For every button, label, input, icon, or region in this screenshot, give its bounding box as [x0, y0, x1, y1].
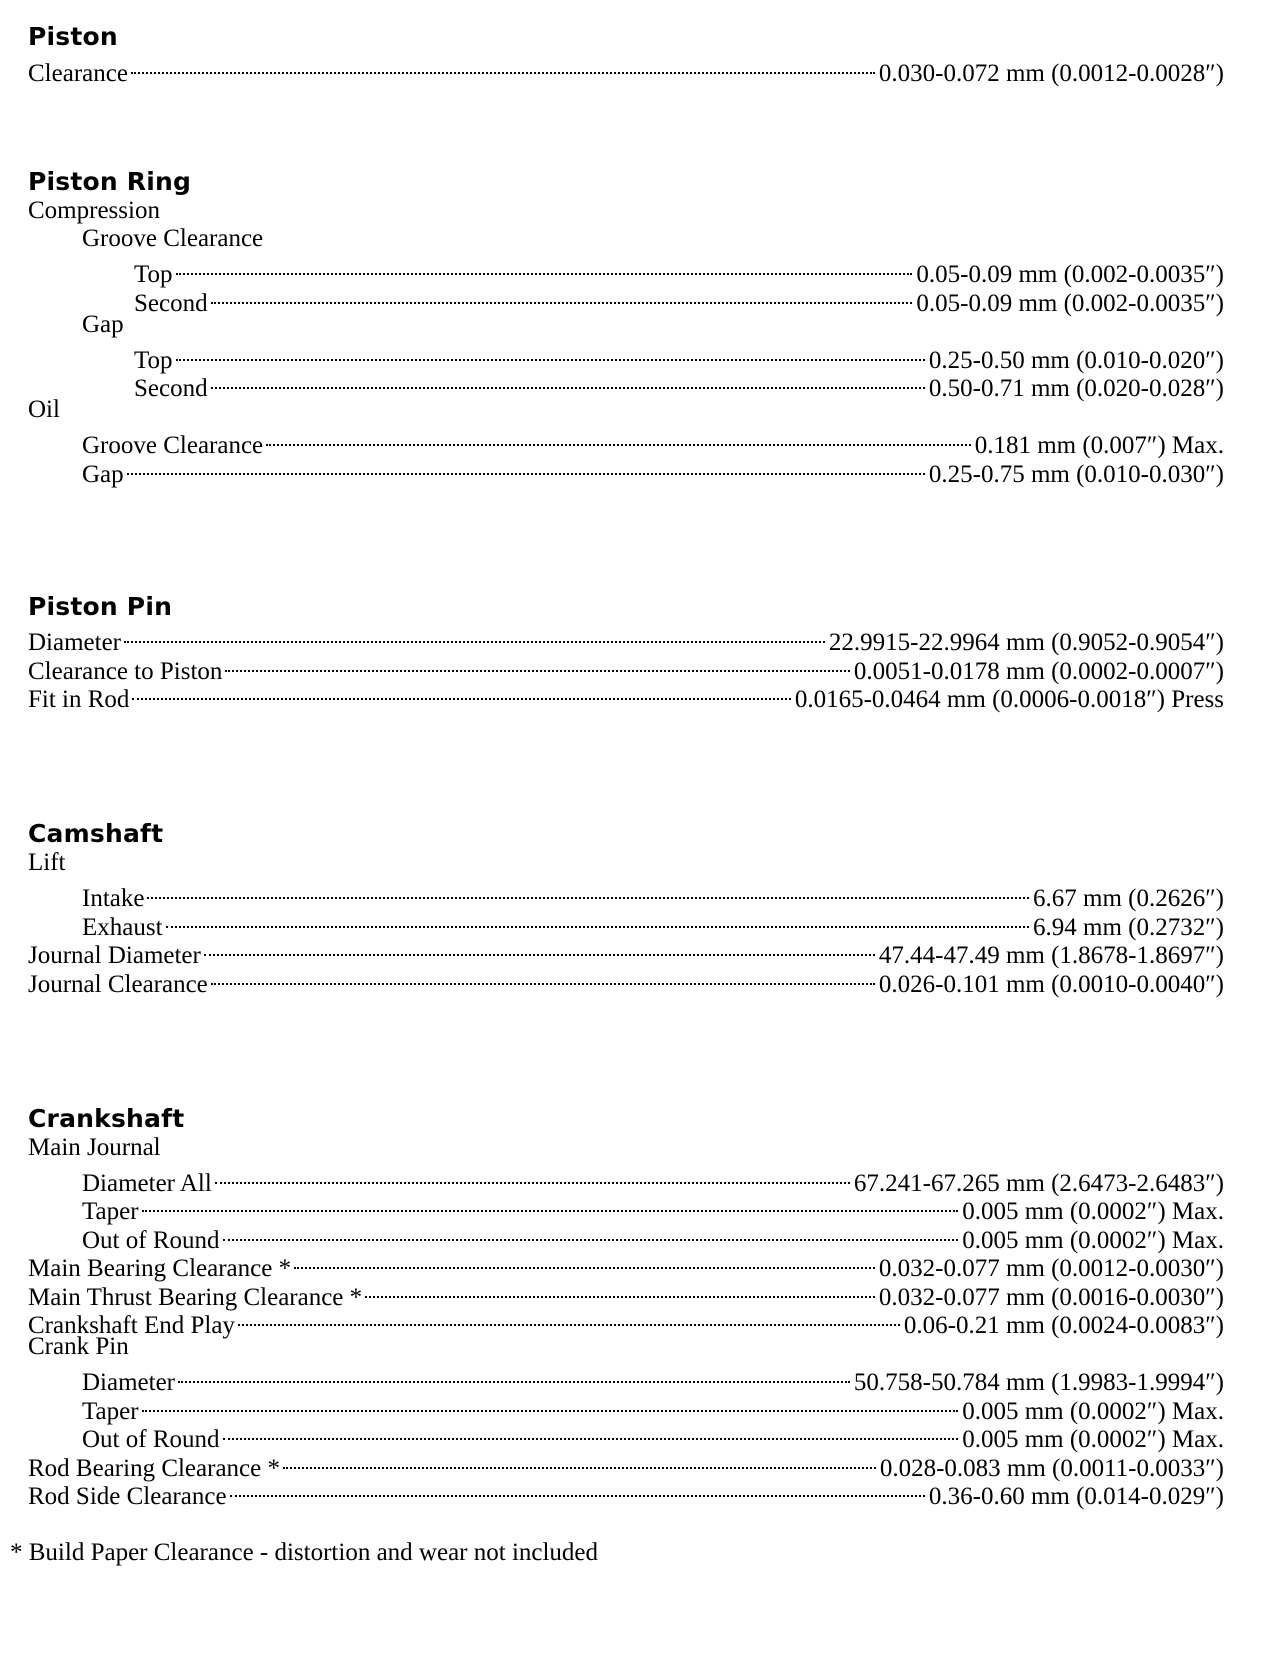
spec-row-cam-intake [28, 878, 1224, 912]
spec-value: 0.0165-0.0464 mm (0.0006-0.0018″) Press [794, 686, 1224, 713]
spec-label: Crankshaft End Play [28, 1312, 235, 1339]
spec-value: 0.181 mm (0.007″) Max. [974, 432, 1224, 459]
spec-value: 0.005 mm (0.0002″) Max. [962, 1426, 1224, 1453]
spec-value: 0.005 mm (0.0002″) Max. [962, 1198, 1224, 1225]
spec-value: 47.44-47.49 mm (1.8678-1.8697″) [878, 942, 1224, 969]
dot-leader [238, 1305, 900, 1334]
spec-value: 0.030-0.072 mm (0.0012-0.0028″) [878, 59, 1224, 87]
spec-label: Out of Round [82, 1426, 220, 1453]
spec-label: Taper [82, 1397, 139, 1425]
dot-leader [223, 1419, 959, 1448]
spec-row-pin-diameter [28, 622, 1224, 656]
footnote: * Build Paper Clearance - distortion and wear not included [10, 1539, 599, 1566]
spec-value: 0.032-0.077 mm (0.0016-0.0030″) [878, 1283, 1224, 1311]
spec-label: Out of Round [82, 1226, 220, 1254]
spec-value: 50.758-50.784 mm (1.9983-1.9994″) [853, 1369, 1224, 1396]
spec-label: Diameter [82, 1369, 176, 1396]
section-title-camshaft: Camshaft [28, 819, 164, 848]
dot-leader [131, 52, 875, 81]
spec-value: 6.67 mm (0.2626″) [1033, 885, 1224, 912]
spec-label: Rod Side Clearance [28, 1483, 227, 1510]
spec-value: 0.25-0.75 mm (0.010-0.030″) [928, 460, 1224, 488]
spec-row-cp-diameter [28, 1362, 1224, 1396]
spec-value: 0.25-0.50 mm (0.010-0.020″) [928, 346, 1224, 374]
dot-leader [365, 1276, 875, 1305]
dot-leader [283, 1447, 876, 1476]
spec-label: Groove Clearance [82, 432, 264, 459]
spec-label: Main Thrust Bearing Clearance * [28, 1283, 363, 1311]
spec-label: Clearance [28, 59, 128, 87]
spec-label: Diameter [28, 629, 122, 656]
dot-leader [230, 1476, 925, 1505]
subheading-lift: Lift [28, 849, 66, 876]
spec-label: Diameter All [82, 1169, 212, 1197]
subheading-compression: Compression [28, 196, 160, 224]
spec-label: Gap [82, 460, 124, 488]
dot-leader [147, 878, 1029, 907]
spec-label: Top [134, 346, 173, 374]
spec-value: 0.0051-0.0178 mm (0.0002-0.0007″) [853, 657, 1224, 685]
spec-value: 6.94 mm (0.2732″) [1033, 913, 1224, 941]
spec-value: 0.05-0.09 mm (0.002-0.0035″) [916, 261, 1224, 288]
spec-value: 0.05-0.09 mm (0.002-0.0035″) [916, 289, 1224, 317]
spec-value: 0.005 mm (0.0002″) Max. [962, 1397, 1224, 1425]
spec-label: Second [134, 289, 208, 317]
spec-label: Main Bearing Clearance * [28, 1255, 292, 1282]
spec-value: 67.241-67.265 mm (2.6473-2.6483″) [853, 1169, 1224, 1197]
spec-value: 0.005 mm (0.0002″) Max. [962, 1226, 1224, 1254]
dot-leader [215, 1162, 850, 1191]
dot-leader [211, 963, 875, 992]
dot-leader [176, 339, 925, 368]
dot-leader [127, 453, 925, 482]
spec-value: 0.032-0.077 mm (0.0012-0.0030″) [878, 1255, 1224, 1282]
spec-label: Intake [82, 885, 145, 912]
dot-leader [166, 906, 1029, 935]
dot-leader [176, 254, 913, 283]
spec-value: 0.50-0.71 mm (0.020-0.028″) [928, 375, 1224, 402]
subheading-main-journal: Main Journal [28, 1133, 161, 1161]
spec-row-oil-groove-clearance [28, 425, 1224, 459]
subheading-gap: Gap [82, 310, 124, 338]
section-piston [28, 22, 1224, 87]
spec-label: Rod Bearing Clearance * [28, 1454, 280, 1482]
section-title-piston-pin: Piston Pin [28, 591, 173, 621]
subheading-crank-pin: Crank Pin [28, 1333, 129, 1360]
section-title-crankshaft: Crankshaft [28, 1103, 185, 1133]
dot-leader [211, 368, 925, 397]
section-crankshaft [28, 1103, 1224, 1510]
dot-leader [223, 1219, 959, 1248]
dot-leader [178, 1362, 850, 1391]
spec-page [10, 22, 1224, 1568]
dot-leader [142, 1191, 959, 1220]
section-camshaft [28, 819, 1224, 998]
spec-label: Journal Clearance [28, 970, 208, 998]
spec-value: 0.06-0.21 mm (0.0024-0.0083″) [903, 1312, 1224, 1339]
subheading-groove-clearance: Groove Clearance [82, 225, 264, 252]
dot-leader [204, 935, 875, 964]
spec-label: Taper [82, 1198, 139, 1225]
dot-leader [132, 679, 790, 708]
dot-leader [294, 1248, 875, 1277]
spec-value: 0.028-0.083 mm (0.0011-0.0033″) [879, 1454, 1224, 1482]
spec-label: Exhaust [82, 913, 163, 941]
dot-leader [142, 1390, 959, 1419]
spec-value: 0.36-0.60 mm (0.014-0.029″) [928, 1483, 1224, 1510]
section-piston-pin [28, 591, 1224, 713]
spec-label: Second [134, 375, 208, 402]
spec-value: 22.9915-22.9964 mm (0.9052-0.9054″) [828, 629, 1224, 656]
spec-label: Journal Diameter [28, 942, 201, 969]
spec-row-comp-gap-top [28, 339, 1224, 374]
subheading-oil: Oil [28, 396, 60, 423]
dot-leader [211, 282, 913, 311]
section-piston-ring [28, 166, 1224, 488]
dot-leader [266, 425, 971, 454]
spec-row-comp-groove-top [28, 254, 1224, 288]
section-title-piston-ring: Piston Ring [28, 166, 192, 196]
spec-row-piston-clearance [28, 52, 1224, 87]
section-title-piston: Piston [28, 22, 118, 51]
spec-label: Top [134, 261, 173, 288]
spec-label: Clearance to Piston [28, 657, 223, 685]
dot-leader [124, 622, 825, 651]
spec-value: 0.026-0.101 mm (0.0010-0.0040″) [878, 970, 1224, 998]
spec-row-mj-diameter-all [28, 1162, 1224, 1197]
spec-label: Fit in Rod [28, 686, 130, 713]
dot-leader [225, 650, 849, 679]
